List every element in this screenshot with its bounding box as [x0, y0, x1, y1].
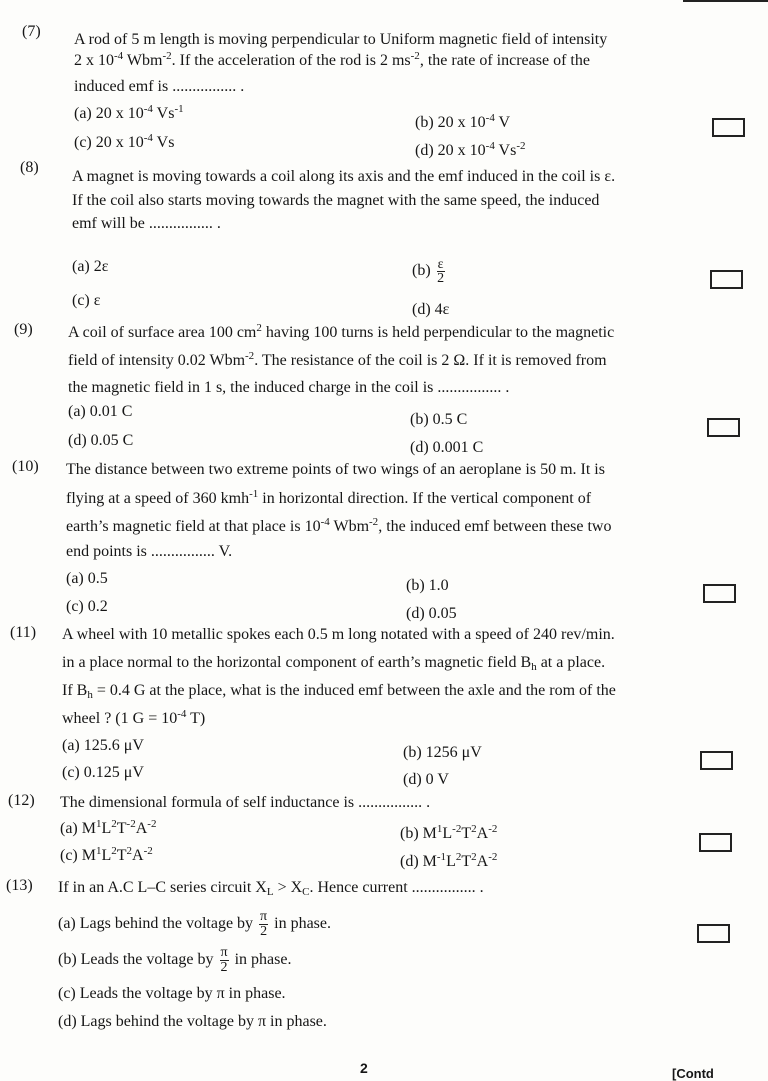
question-7-line-2: 2 x $10^{-4}$ Wbm$^{-2}$. If the acceleration of the rod is 2 $ms^{-2}$, the rate of increase of the — [74, 50, 590, 69]
question-9-answer-box[interactable] — [707, 418, 740, 437]
question-8-line-2: If the coil also starts moving towards the magnet with the same speed, the induced — [72, 192, 600, 209]
question-12-answer-box[interactable] — [699, 833, 732, 852]
question-7-number: (7) — [22, 23, 41, 40]
question-8-line-3: emf will be ................ . — [72, 215, 221, 232]
question-7-line-3: induced emf is ................ . — [74, 78, 245, 95]
question-10-number: (10) — [12, 458, 39, 475]
question-10-answer-box[interactable] — [703, 584, 736, 603]
question-11-option-a: (a) 125.6 μV — [62, 737, 144, 754]
question-7-answer-box[interactable] — [712, 118, 745, 137]
question-12-option-d: (d) $M^{-1}L^2T^2A^{-2}$ — [400, 851, 498, 870]
question-8-answer-box[interactable] — [710, 270, 743, 289]
question-10-option-b: (b) 1.0 — [406, 577, 449, 594]
question-11-option-d: (d) 0 V — [403, 771, 449, 788]
question-12-number: (12) — [8, 792, 35, 809]
question-13-option-d: (d) Lags behind the voltage by π in phase. — [58, 1013, 327, 1030]
question-7-option-d: (d) 20 x $10^{-4}$ $Vs^{-2}$ — [415, 140, 526, 159]
question-13-option-b: (b) Leads the voltage by $\frac{\pi}{2}$ in phase. — [58, 944, 292, 975]
question-11-answer-box[interactable] — [700, 751, 733, 770]
question-13-option-c: (c) Leads the voltage by π in phase. — [58, 985, 286, 1002]
question-10-line-1: The distance between two extreme points of two wings of an aeroplane is 50 m. It is — [66, 461, 605, 478]
question-9-option-d: (d) 0.001 C — [410, 439, 484, 456]
page-number: 2 — [360, 1060, 368, 1076]
question-9-option-b: (b) 0.5 C — [410, 411, 468, 428]
question-9-option-a: (a) 0.01 C — [68, 403, 133, 420]
question-11-line-3: If $B_h = 0.4$ G at the place, what is the induced emf between the axle and the rom of the — [62, 682, 616, 701]
question-13-option-a: (a) Lags behind the voltage by $\frac{\pi}{2}$ in phase. — [58, 908, 331, 939]
question-13-answer-box[interactable] — [697, 924, 730, 943]
question-11-number: (11) — [10, 624, 37, 641]
question-12-option-b: (b) $M^1L^{-2}T^2A^{-2}$ — [400, 823, 498, 842]
question-11-line-2: in a place normal to the horizontal component of earth’s magnetic field $B_h$ at a place. — [62, 654, 606, 673]
question-8-option-d: (d) 4ε — [412, 301, 450, 318]
question-13-number: (13) — [6, 877, 33, 894]
question-8-line-1: A magnet is moving towards a coil along its axis and the emf induced in the coil is ε. — [72, 168, 616, 185]
question-8-option-a: (a) 2ε — [72, 258, 109, 275]
question-10-line-2: flying at a speed of 360 kmh$^{-1}$ in horizontal direction. If the vertical component of — [66, 488, 592, 507]
question-9-line-1: A coil of surface area 100 $cm^2$ having 100 turns is held perpendicular to the magnetic — [68, 322, 615, 341]
question-11-line-4: wheel ? (1 $G = 10^{-4}$ T) — [62, 708, 206, 727]
question-9-line-2: field of intensity 0.02 Wbm$^{-2}$. The resistance of the coil is 2 Ω. If it is removed from — [68, 350, 607, 369]
question-10-line-3: earth’s magnetic field at that place is $10^{-4}$ Wbm$^{-2}$, the induced emf between these two — [66, 516, 612, 535]
question-11-option-b: (b) 1256 μV — [403, 744, 482, 761]
question-9-number: (9) — [14, 321, 33, 338]
question-10-line-4: end points is ................ V. — [66, 543, 233, 560]
question-8-option-b: (b) $\frac{\varepsilon}{2}$ — [412, 257, 445, 286]
question-10-option-a: (a) 0.5 — [66, 570, 108, 587]
top-rule — [683, 0, 768, 2]
question-7-option-b: (b) 20 x $10^{-4}$ V — [415, 112, 511, 131]
question-8-option-c: (c) ε — [72, 292, 101, 309]
question-8-number: (8) — [20, 159, 39, 176]
continued-label: [Contd — [672, 1066, 714, 1081]
question-12-option-a: (a) $M^1L^2T^{-2}A^{-2}$ — [60, 818, 157, 837]
question-9-option-c: (d) 0.05 C — [68, 432, 134, 449]
question-11-option-c: (c) 0.125 μV — [62, 764, 144, 781]
question-9-line-3: the magnetic field in 1 s, the induced charge in the coil is ................ . — [68, 379, 510, 396]
question-7-line-1: A rod of 5 m length is moving perpendicular to Uniform magnetic field of intensity — [74, 31, 608, 48]
question-12-option-c: (c) $M^1L^2T^2A^{-2}$ — [60, 845, 153, 864]
question-12-line-1: The dimensional formula of self inductance is ................ . — [60, 794, 431, 811]
question-7-option-a: (a) 20 x $10^{-4}$ $Vs^{-1}$ — [74, 103, 184, 122]
question-10-option-d: (d) 0.05 — [406, 605, 457, 622]
question-7-option-c: (c) 20 x $10^{-4}$ Vs — [74, 132, 175, 151]
question-11-line-1: A wheel with 10 metallic spokes each 0.5 m long notated with a speed of 240 rev/min. — [62, 626, 615, 643]
question-13-line-1: If in an A.C L–C series circuit $X_L > X_C$. Hence current ................ . — [58, 879, 484, 898]
question-10-option-c: (c) 0.2 — [66, 598, 108, 615]
